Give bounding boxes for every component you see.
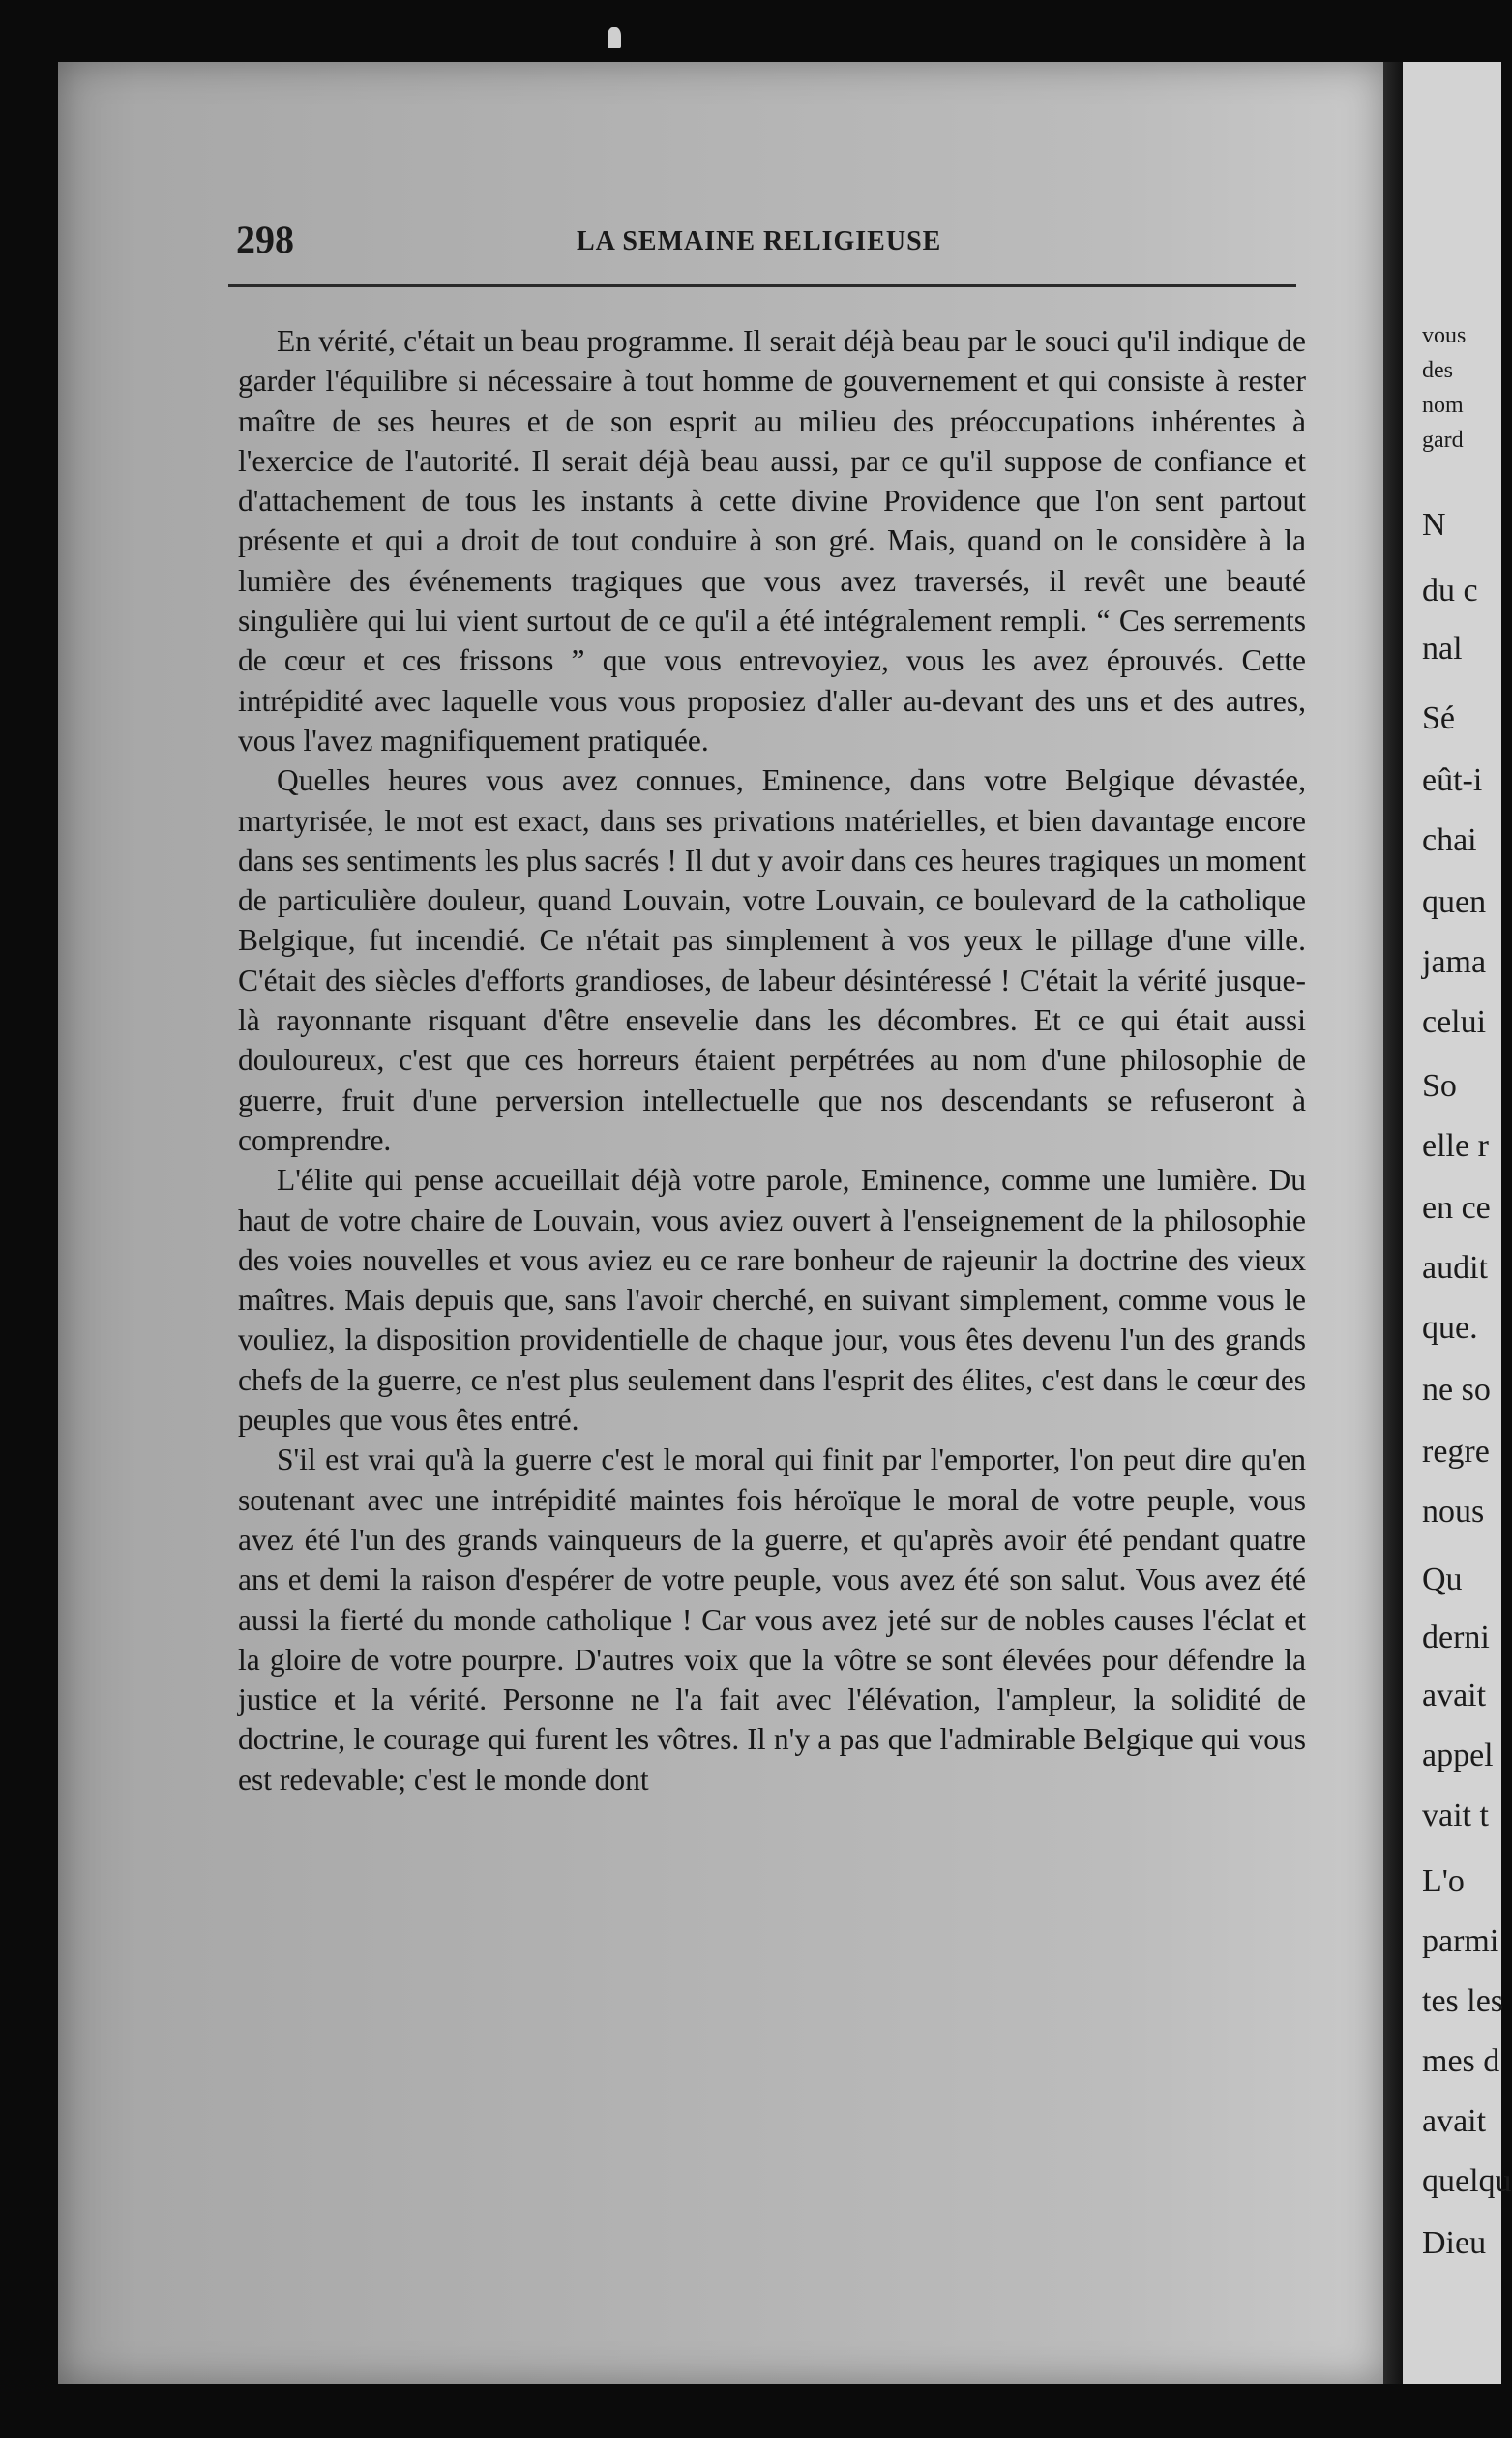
adjacent-line: L'o bbox=[1422, 1863, 1465, 1899]
paragraph: En vérité, c'était un beau programme. Il serait déjà beau par le souci qu'il indique de garder l'équilibre si nécessaire à tout homme de gouvernement et qui consiste à rester maître de ses heures et de son esprit au milieu des préoccupations inhérentes à l'exercice de l'autorité. Il serait déjà beau aussi, par ce qu'il suppose de confiance et d'attachement de tous les instants à cette divine Providence que l'on sent partout présente et qui a droit de tout conduire à son gré. Mais, quand on le considère à la lumière des événements tragiques que vous avez traversés, il revêt une beauté singulière qui lui vient surtout de ce qu'il a été intégralement rempli. “ Ces serrements de cœur et ces frissons ” que vous entrevoyiez, vous les avez éprouvés. Cette intrépidité avec laquelle vous vous proposiez d'aller au-devant des uns et des autres, vous l'avez magnifiquement pratiquée. bbox=[238, 324, 1306, 758]
header-rule bbox=[228, 284, 1296, 287]
running-title: LA SEMAINE RELIGIEUSE bbox=[577, 226, 942, 256]
adjacent-line: avait bbox=[1422, 1678, 1487, 1713]
body-text bbox=[238, 321, 1306, 1799]
adjacent-line: Dieu bbox=[1422, 2225, 1487, 2261]
adjacent-line: avait bbox=[1422, 2103, 1487, 2139]
adjacent-page bbox=[1403, 62, 1512, 2384]
book-gutter bbox=[1383, 62, 1403, 2384]
adjacent-line: Sé bbox=[1422, 700, 1455, 736]
adjacent-line: quelqu bbox=[1422, 2163, 1512, 2199]
page-header bbox=[174, 217, 1306, 275]
adjacent-line: du c bbox=[1422, 573, 1478, 609]
adjacent-line: regre bbox=[1422, 1434, 1490, 1470]
adjacent-line: Qu bbox=[1422, 1561, 1463, 1597]
adjacent-line: que. bbox=[1422, 1310, 1478, 1346]
adjacent-line: ne so bbox=[1422, 1372, 1491, 1408]
adjacent-line: mes d bbox=[1422, 2043, 1500, 2079]
page-top-mark bbox=[608, 27, 621, 48]
page-number: 298 bbox=[236, 218, 294, 261]
adjacent-line: audit bbox=[1422, 1250, 1488, 1286]
adjacent-line: en ce bbox=[1422, 1190, 1491, 1226]
adjacent-line: des bbox=[1422, 358, 1453, 383]
adjacent-line: nom bbox=[1422, 393, 1464, 418]
paragraph: L'élite qui pense accueillait déjà votre parole, Eminence, comme une lumière. Du haut de votre chaire de Louvain, vous aviez ouvert à l'enseignement de la philosophie des voies nouvelles et vous aviez eu ce rare bonheur de rajeunir la doctrine des vieux maîtres. Mais depuis que, sans l'avoir cherché, en suivant simplement, comme vous le vouliez, la disposition providentielle de chaque jour, vous êtes devenu l'un des grands chefs de la guerre, ce n'est plus seulement dans l'esprit des élites, c'est dans le cœur des peuples que vous êtes entré. bbox=[238, 1163, 1306, 1438]
adjacent-line: parmi bbox=[1422, 1923, 1499, 1959]
adjacent-line: vous bbox=[1422, 323, 1467, 348]
adjacent-line: eût-i bbox=[1422, 762, 1483, 798]
adjacent-line: chai bbox=[1422, 822, 1477, 858]
adjacent-line: nal bbox=[1422, 631, 1463, 667]
adjacent-line: celui bbox=[1422, 1004, 1487, 1040]
adjacent-line: quen bbox=[1422, 884, 1487, 920]
adjacent-line: elle r bbox=[1422, 1128, 1489, 1164]
adjacent-line: vait t bbox=[1422, 1798, 1489, 1833]
adjacent-line: tes les bbox=[1422, 1983, 1504, 2019]
adjacent-line: derni bbox=[1422, 1620, 1490, 1655]
paragraph: S'il est vrai qu'à la guerre c'est le moral qui finit par l'emporter, l'on peut dire qu'en soutenant avec une intrépidité maintes fois héroïque le moral de votre peuple, vous avez été l'un des grands vainqueurs de la guerre, et qu'après avoir été pendant quatre ans et demi la raison d'espérer de votre peuple, vous avez été son salut. Vous avez été aussi la fierté du monde catholique ! Car vous avez jeté sur de nobles causes l'éclat et la gloire de votre pourpre. D'autres voix que la vôtre se sont élevées pour défendre la justice et la vérité. Personne ne l'a fait avec l'élévation, l'ampleur, la solidité de doctrine, le courage qui furent les vôtres. Il n'y a pas que l'admirable Belgique qui vous est redevable; c'est le monde dont bbox=[238, 1442, 1306, 1797]
adjacent-line: So bbox=[1422, 1068, 1457, 1104]
adjacent-line: nous bbox=[1422, 1494, 1485, 1530]
paragraph: Quelles heures vous avez connues, Eminence, dans votre Belgique dévastée, martyrisée, le mot est exact, dans ses privations matérielles, et bien davantage encore dans ses sentiments les plus sacrés ! Il dut y avoir dans ces heures tragiques un moment de particulière douleur, quand Louvain, votre Louvain, ce boulevard de la catholique Belgique, fut incendié. Ce n'était pas simplement à vos yeux le pillage d'une ville. C'était des siècles d'efforts grandioses, de labeur désintéressé ! C'était la vérité jusque-là rayonnante risquant d'être ensevelie dans les décombres. Et ce qui était aussi douloureux, c'est que ces horreurs étaient perpétrées au nom d'une philosophie de guerre, fruit d'une perversion intellectuelle que nos descendants se refuseront à comprendre. bbox=[238, 763, 1306, 1157]
adjacent-line: jama bbox=[1422, 944, 1487, 980]
adjacent-line: N bbox=[1422, 507, 1446, 543]
adjacent-line: gard bbox=[1422, 428, 1464, 453]
adjacent-line: appel bbox=[1422, 1738, 1494, 1773]
